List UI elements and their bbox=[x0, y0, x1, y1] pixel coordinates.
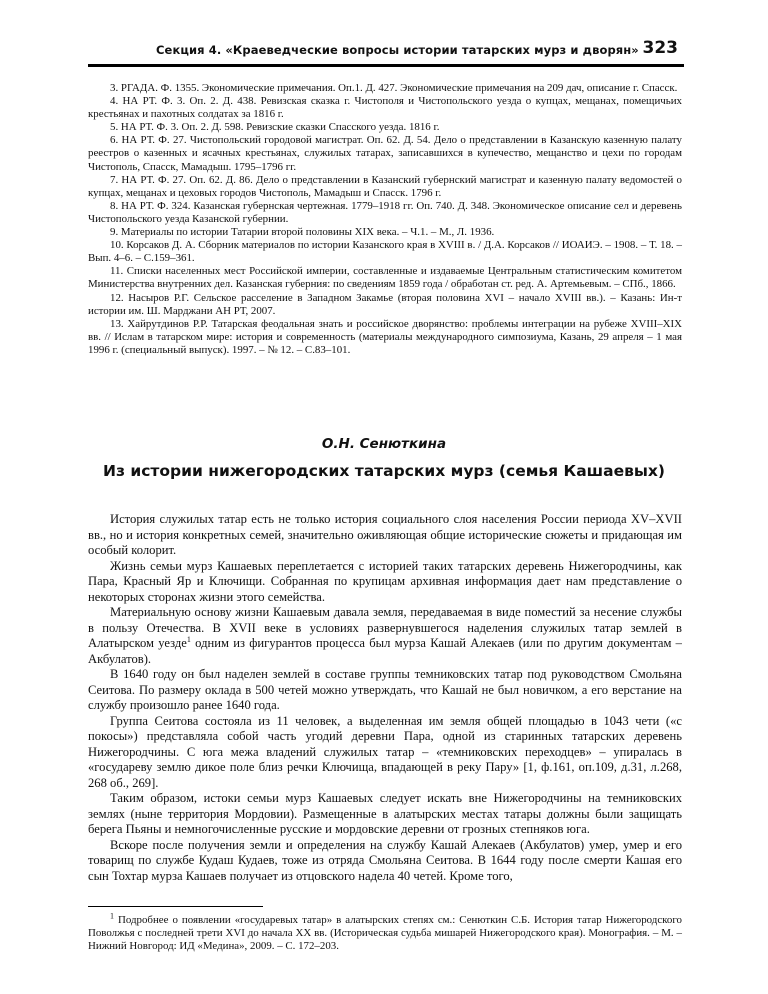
reference-item: 3. РГАДА. Ф. 1355. Экономические примечания. Оп.1. Д. 427. Экономические примечания на 209 дач, описание г. Спасск. bbox=[110, 82, 678, 94]
body-paragraph: В 1640 году он был наделен землей в составе группы темниковских татар под руководством Смольяна Сеитова. По размеру оклада в 500 четей можно утверждать, что Кашай не был новичком, а его верстание на службу произошло ранее 1640 года. bbox=[88, 667, 682, 712]
paragraph-text: одним из фигурантов процесса был мурза Кашай Алекаев (или по другим документам – Акбулатов). bbox=[88, 636, 682, 666]
reference-item: 12. Насыров Р.Г. Сельское расселение в Западном Закамье (вторая половина XVI – начало XVIII вв.). – Казань: Ин-т истории им. Ш. Марджани АН РТ, 2007. bbox=[88, 291, 682, 317]
body-paragraph: Вскоре после получения земли и определения на службу Кашай Алекаев (Акбулатов) умер, умер и его товарищ по службе Кудаш Кудаев, тоже из отряда Смольяна Сеитова. В 1644 году после смерти Кашая его сын Тохтар мурза Кашаев получает из отцовского надела 40 четей. Кроме того, bbox=[88, 837, 682, 883]
footnote-reference: 1 bbox=[186, 634, 191, 644]
reference-item: 13. Хайрутдинов Р.Р. Татарская феодальная знать и российское дворянство: проблемы интеграции на рубеже XVIII–XIX вв. // Ислам в татарском мире: история и современность (материалы международного симпозиума, Казань, 29 апреля – 1 мая 1996 г. (специальный выпуск). 1997. – № 12. – С.83–101. bbox=[88, 317, 682, 356]
reference-item: 4. НА РТ. Ф. 3. Оп. 2. Д. 438. Ревизская сказка г. Чистополя и Чистопольского уезда о купцах, мещанах, помещичьих крестьянах и пахотных солдатах за 1816 г. bbox=[88, 95, 682, 121]
body-paragraph: Таким образом, истоки семьи мурз Кашаевых следует искать вне Нижегородчины на темниковских землях (ныне территория Мордовии). Размещенные в алатырских местах татары должны были защищать берега Пьяны и немногочисленные русские и мордовские деревни от грозных степняков юга. bbox=[88, 791, 682, 836]
article-body bbox=[88, 512, 682, 884]
reference-item: 5. НА РТ. Ф. 3. Оп. 2. Д. 598. Ревизские сказки Спасского уезда. 1816 г. bbox=[110, 121, 440, 134]
footnote bbox=[88, 911, 682, 953]
body-paragraph: История служилых татар есть не только история социального слоя населения России периода XV–XVII вв., но и история конкретных семей, значительно оживляющая общие исторические сюжеты и придающая им особый колорит. bbox=[88, 512, 682, 557]
article-author: О.Н. Сенюткина bbox=[321, 436, 447, 452]
running-header bbox=[88, 36, 684, 67]
reference-item: 7. НА РТ. Ф. 27. Оп. 62. Д. 86. Дело о представлении в Казанский губернский магистрат и казенную палату ведомостей о купцах, мещанах и цеховых городов Чистополь, Мамадыш и Спасск. 1796 г. bbox=[88, 173, 682, 199]
paragraph-text: Материальную основу жизни Кашаевым давала земля, передаваемая в виде поместий за несение службы в пользу Отечества. В XVII веке в условиях развернувшегося наделения служилых татар землей в Алатырском уезде bbox=[88, 605, 682, 650]
footnote-text: Подробнее о появлении «государевых татар» в алатырских степях см.: Сенюткин С.Б. История татар Нижегородского Поволжья с последней трети XVI до начала XX вв. (Историческая судьба мишарей Нижегородского края). Монография. – М. – Нижний Новгород: ИД «Медина», 2009. – С. 172–203. bbox=[88, 914, 682, 953]
body-paragraph: Жизнь семьи мурз Кашаевых переплетается с историей таких татарских деревень Нижегородчины, как Пара, Красный Яр и Ключищи. Собранная по крупицам архивная информация дает нам представление о некоторых сторонах жизни этого семейства. bbox=[88, 558, 682, 604]
reference-list bbox=[88, 82, 682, 357]
reference-item: 8. НА РТ. Ф. 324. Казанская губернская чертежная. 1779–1918 гг. Оп. 740. Д. 348. Экономическое описание сел и деревень Чистопольского уезда Казанской губернии. bbox=[88, 199, 682, 225]
reference-item: 9. Материалы по истории Татарии второй половины XIX века. – Ч.1. – М., Л. 1936. bbox=[110, 226, 495, 239]
page-number: 323 bbox=[642, 38, 678, 58]
footnote-separator bbox=[88, 906, 263, 907]
footnote-marker: 1 bbox=[110, 911, 114, 921]
section-title: Секция 4. «Краеведческие вопросы истории татарских мурз и дворян» bbox=[156, 43, 639, 57]
body-paragraph-with-footnote bbox=[88, 605, 682, 667]
body-paragraph: Группа Сеитова состояла из 11 человек, а выделенная им земля общей площадью в 1043 чети («с покосы») представляла собой часть угодий деревни Пара, одной из старинных татарских деревень Нижегородчины. С юга межа владений служилых татар – «темниковских переходцев» – упиралась в «государеву землю дикое поле близ речки Ключища, впадающей в реку Пару» [1, ф.161, оп.109, д.31, л.268, 268 об., 269]. bbox=[88, 713, 682, 790]
article-title: Из истории нижегородских татарских мурз (семья Кашаевых) bbox=[102, 462, 666, 480]
reference-item: 6. НА РТ. Ф. 27. Чистопольский городовой магистрат. Оп. 62. Д. 54. Дело о представлении в Казанскую казенную палату реестров о казенных и ясачных крестьянах, служилых татарах, записавшихся в купечество, мещанство и цехи по городам Чистополь, Спасск, Мамадыш. 1795–1796 гг. bbox=[88, 134, 682, 173]
reference-item: 11. Списки населенных мест Российской империи, составленные и издаваемые Центральным статистическим комитетом Министерства внутренних дел. Казанская губерния: по сведениям 1859 года / обработан ст. ред. А. Артемьевым. – СПб., 1866. bbox=[88, 265, 682, 291]
reference-item: 10. Корсаков Д. А. Сборник материалов по истории Казанского края в XVIII в. / Д.А. Корсаков // ИОАИЭ. – 1908. – Т. 18. – Вып. 4–6. – С.159–361. bbox=[88, 239, 682, 265]
